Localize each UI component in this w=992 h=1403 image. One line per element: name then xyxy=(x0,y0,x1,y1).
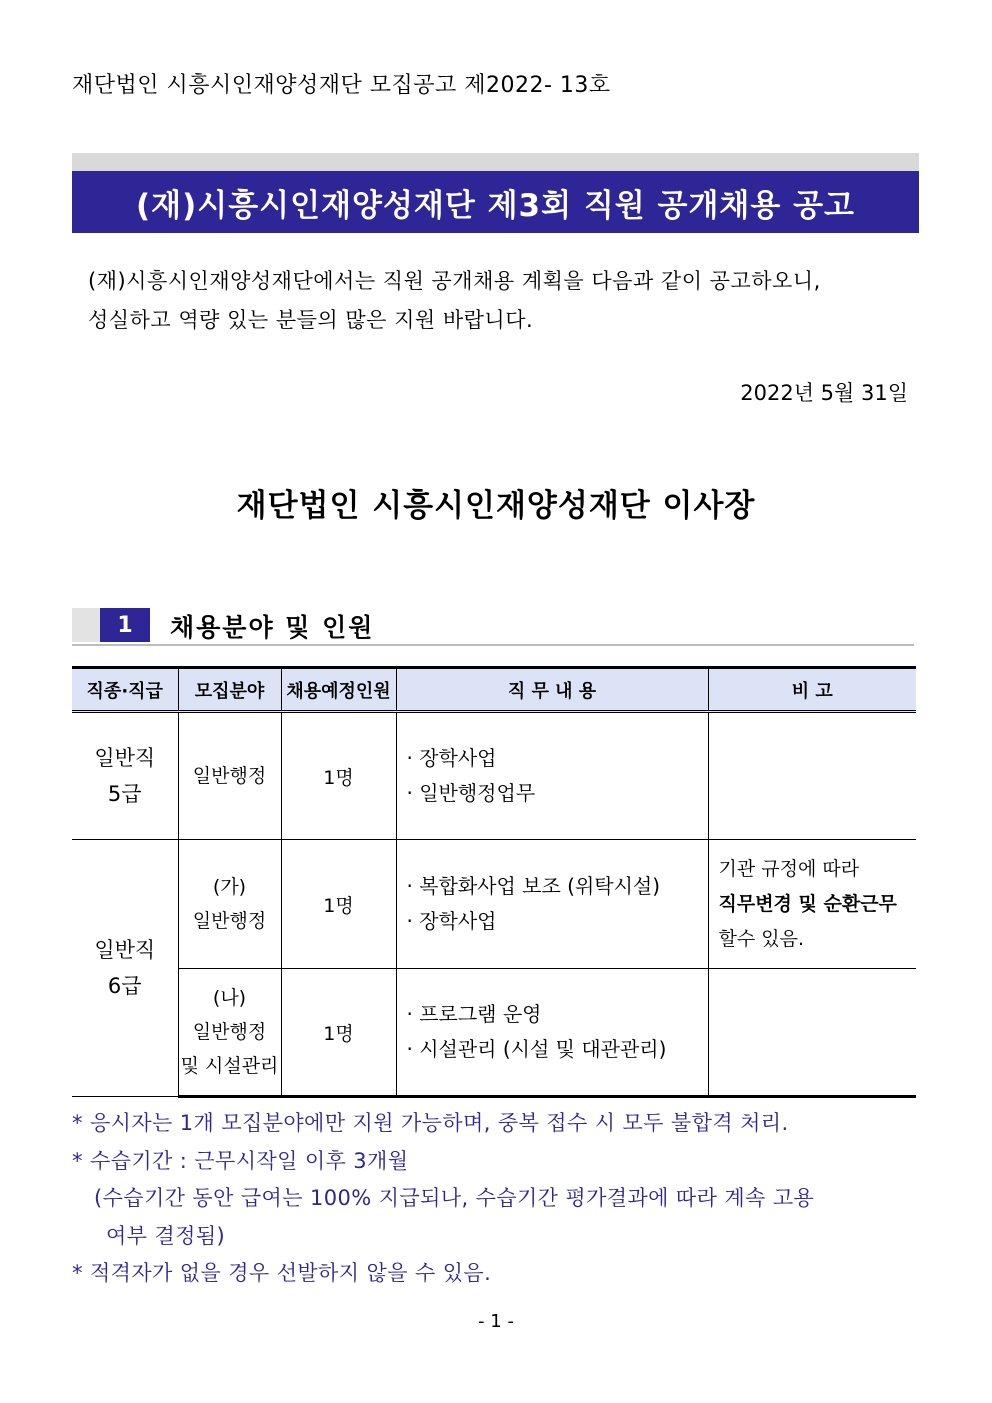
header-duties: 직 무 내 용 xyxy=(396,668,708,712)
duty-item: · 장학사업 xyxy=(406,746,497,770)
note-line-emphasis: 직무변경 및 순환근무 xyxy=(718,892,897,915)
table-row xyxy=(72,712,916,840)
duty-item: · 프로그램 운영 xyxy=(406,1002,542,1026)
intro-paragraph xyxy=(88,262,908,340)
duty-item: · 복합화사업 보조 (위탁시설) xyxy=(406,874,661,898)
rank-text: 일반직 xyxy=(94,938,156,962)
footnote-detail: 여부 결정됨) xyxy=(106,1223,226,1248)
section-number: 1 xyxy=(100,608,150,642)
rank-cell xyxy=(72,840,178,1097)
announcement-date: 2022년 5월 31일 xyxy=(740,381,908,405)
intro-line-1: (재)시흥시인재양성재단에서는 직원 공개채용 계획을 다음과 같이 공고하오니, xyxy=(88,269,821,293)
field-name: 일반행정 xyxy=(192,1021,267,1043)
field-label: (가) xyxy=(212,876,247,898)
section-heading xyxy=(72,606,914,646)
rank-grade: 5급 xyxy=(107,782,142,806)
page-number: - 1 - xyxy=(478,1311,514,1332)
footnote: * 응시자는 1개 모집분야에만 지원 가능하며, 중복 접수 시 모두 불합격 처리. xyxy=(72,1111,789,1135)
duty-item: · 시설관리 (시설 및 대관관리) xyxy=(406,1037,667,1061)
note-line: 기관 규정에 따라 xyxy=(718,857,860,880)
field-label: (나) xyxy=(212,987,247,1009)
footnote: * 수습기간 : 근무시작일 이후 3개월 xyxy=(72,1148,409,1173)
document-title: (재)시흥시인재양성재단 제3회 직원 공개채용 공고 xyxy=(72,171,919,233)
count-cell: 1명 xyxy=(281,969,396,1097)
table-header-row xyxy=(72,668,916,712)
field-cell xyxy=(178,840,281,969)
footnotes xyxy=(72,1105,912,1293)
header-note: 비 고 xyxy=(708,668,916,712)
note-line: 할수 있음. xyxy=(718,927,804,950)
signer: 재단법인 시흥시인재양성재단 이사장 xyxy=(236,488,756,524)
note-cell xyxy=(708,712,916,840)
title-bar-shadow xyxy=(72,153,919,171)
note-cell xyxy=(708,840,916,969)
header-rank: 직종·직급 xyxy=(72,668,178,712)
count-cell: 1명 xyxy=(281,840,396,969)
table-row xyxy=(72,969,916,1097)
section-marker-bg xyxy=(72,608,100,642)
rank-cell xyxy=(72,712,178,840)
header-count: 채용예정인원 xyxy=(281,668,396,712)
field-name: 일반행정 xyxy=(192,910,267,932)
recruitment-table xyxy=(72,666,916,1098)
field-cell: 일반행정 xyxy=(178,712,281,840)
section-title: 채용분야 및 인원 xyxy=(170,613,375,642)
duty-item: · 장학사업 xyxy=(406,909,497,933)
note-cell xyxy=(708,969,916,1097)
duties-cell xyxy=(396,969,708,1097)
count-cell: 1명 xyxy=(281,712,396,840)
footnote: * 적격자가 없을 경우 선발하지 않을 수 있음. xyxy=(72,1261,492,1285)
field-cell xyxy=(178,969,281,1097)
duties-cell xyxy=(396,840,708,969)
header-field: 모집분야 xyxy=(178,668,281,712)
notice-number: 재단법인 시흥시인재양성재단 모집공고 제2022- 13호 xyxy=(72,73,611,98)
field-name-sub: 및 시설관리 xyxy=(180,1055,279,1077)
rank-grade: 6급 xyxy=(107,974,142,998)
rank-text: 일반직 xyxy=(94,746,156,770)
intro-line-2: 성실하고 역량 있는 분들의 많은 지원 바랍니다. xyxy=(88,308,534,332)
duty-item: · 일반행정업무 xyxy=(406,781,536,805)
table-row xyxy=(72,840,916,969)
duties-cell xyxy=(396,712,708,840)
footnote-detail: (수습기간 동안 급여는 100% 지급되나, 수습기간 평가결과에 따라 계속 고용 xyxy=(94,1186,815,1210)
